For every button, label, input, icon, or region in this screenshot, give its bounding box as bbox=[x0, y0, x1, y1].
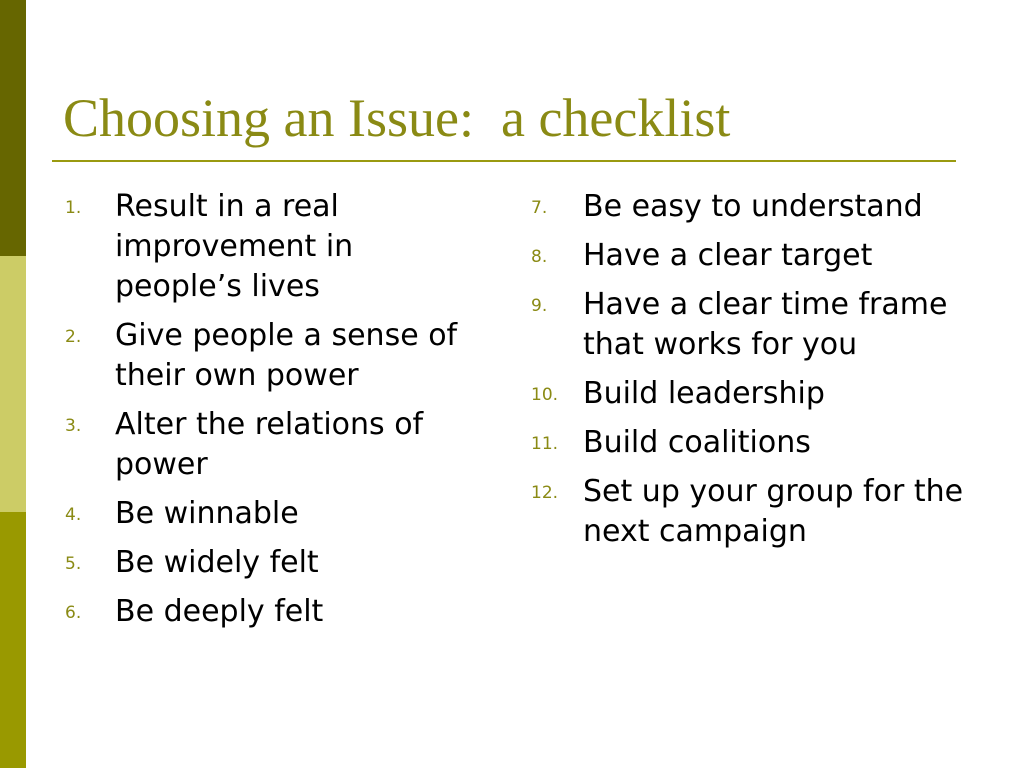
item-number: 9. bbox=[531, 296, 548, 316]
item-text: Be easy to understand bbox=[583, 189, 923, 224]
checklist-item bbox=[528, 236, 968, 276]
checklist-item bbox=[60, 316, 480, 396]
checklist-item bbox=[60, 405, 480, 485]
item-number: 11. bbox=[531, 434, 559, 454]
checklist-item bbox=[60, 592, 480, 632]
item-text: Be widely felt bbox=[115, 545, 319, 580]
item-text: Set up your group for the next campaign bbox=[583, 474, 964, 549]
item-text: Be deeply felt bbox=[115, 594, 324, 629]
accent-bar-bottom bbox=[0, 512, 26, 768]
accent-bar bbox=[0, 0, 26, 768]
checklist-item bbox=[60, 494, 480, 534]
checklist-item bbox=[528, 285, 968, 365]
item-text: Build leadership bbox=[583, 376, 825, 411]
title-divider bbox=[52, 160, 956, 162]
slide-title: Choosing an Issue: a checklist bbox=[63, 88, 731, 148]
item-number: 8. bbox=[531, 247, 548, 267]
item-number: 2. bbox=[65, 327, 82, 347]
item-text: Have a clear target bbox=[583, 238, 873, 273]
item-number: 10. bbox=[531, 385, 559, 405]
item-number: 5. bbox=[65, 554, 82, 574]
item-text: Have a clear time frame that works for you bbox=[583, 287, 948, 362]
item-number: 4. bbox=[65, 505, 82, 525]
item-text: Give people a sense of their own power bbox=[115, 318, 458, 393]
item-number: 7. bbox=[531, 198, 548, 218]
checklist-item bbox=[60, 543, 480, 583]
item-number: 1. bbox=[65, 198, 82, 218]
item-text: Alter the relations of power bbox=[115, 407, 424, 482]
checklist-item bbox=[528, 374, 968, 414]
item-number: 6. bbox=[65, 603, 82, 623]
accent-bar-top bbox=[0, 0, 26, 256]
checklist-item bbox=[528, 187, 968, 227]
checklist-left-column bbox=[60, 187, 480, 641]
item-text: Result in a real improvement in people’s lives bbox=[115, 189, 354, 304]
item-text: Be winnable bbox=[115, 496, 299, 531]
item-number: 12. bbox=[531, 483, 559, 503]
checklist-item bbox=[528, 423, 968, 463]
checklist-item bbox=[60, 187, 480, 307]
accent-bar-middle bbox=[0, 256, 26, 512]
checklist-item bbox=[528, 472, 968, 552]
item-text: Build coalitions bbox=[583, 425, 811, 460]
checklist-right-column bbox=[528, 187, 968, 561]
item-number: 3. bbox=[65, 416, 82, 436]
